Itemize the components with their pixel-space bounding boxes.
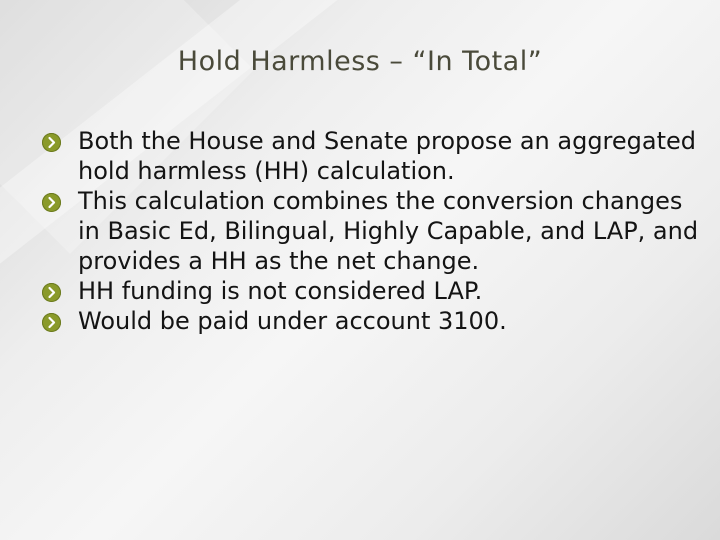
bullet-item bbox=[42, 186, 702, 276]
chevron-right-circle-icon bbox=[42, 193, 61, 212]
bullet-item bbox=[42, 126, 702, 186]
bullet-text: Both the House and Senate propose an aggregated hold harmless (HH) calculation. bbox=[78, 127, 697, 185]
chevron-right-circle-icon bbox=[42, 313, 61, 332]
chevron-right-circle-icon bbox=[42, 283, 61, 302]
bullet-text: This calculation combines the conversion changes in Basic Ed, Bilingual, Highly Capable, and LAP, and provides a HH as the net change. bbox=[78, 187, 699, 275]
bullet-list bbox=[42, 126, 702, 336]
bullet-text: HH funding is not considered LAP. bbox=[78, 277, 483, 305]
bullet-item bbox=[42, 276, 702, 306]
bullet-text: Would be paid under account 3100. bbox=[78, 307, 507, 335]
bullet-item bbox=[42, 306, 702, 336]
slide-title: Hold Harmless – “In Total” bbox=[177, 46, 543, 77]
chevron-right-circle-icon bbox=[42, 133, 61, 152]
